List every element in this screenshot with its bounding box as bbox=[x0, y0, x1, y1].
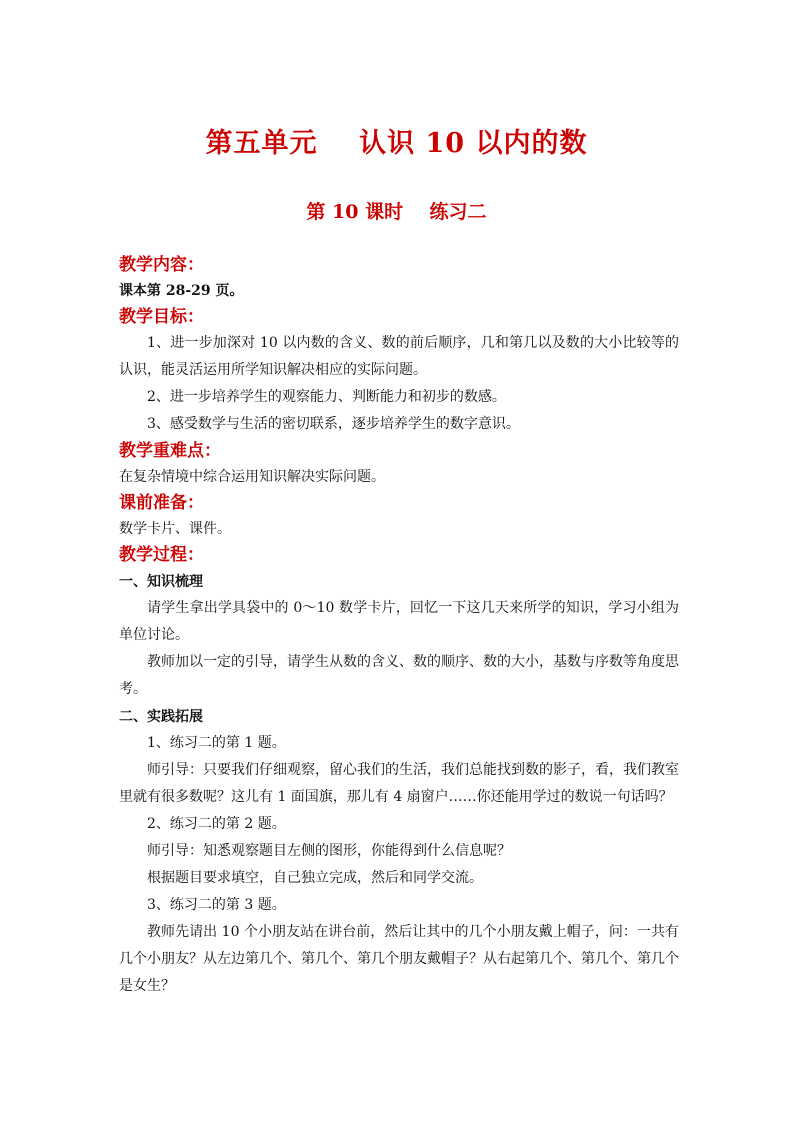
section-paragraph: 请学生拿出学具袋中的 0～10 数学卡片，回忆一下这几天来所学的知识，学习小组为单位讨论。 bbox=[119, 600, 679, 643]
section-paragraph: 2、练习二的第 2 题。 bbox=[147, 816, 286, 832]
content-heading: 教学内容： bbox=[119, 255, 204, 275]
content-text: 课本第 28-29 页。 bbox=[119, 283, 244, 299]
keypoints-text: 在复杂情境中综合运用知识解决实际问题。 bbox=[119, 469, 385, 485]
prep-text: 数学卡片、课件。 bbox=[119, 521, 231, 537]
section-paragraph: 1、练习二的第 1 题。 bbox=[147, 735, 286, 751]
keypoints-heading: 教学重难点： bbox=[119, 441, 221, 461]
goals-heading: 教学目标： bbox=[119, 307, 204, 327]
section-paragraph: 教师加以一定的引导，请学生从数的含义、数的顺序、数的大小，基数与序数等角度思考。 bbox=[119, 654, 679, 697]
section-paragraph: 根据题目要求填空，自己独立完成，然后和同学交流。 bbox=[147, 870, 483, 886]
section-paragraph: 师引导：知悉观察题目左侧的图形，你能得到什么信息呢？ bbox=[147, 843, 511, 859]
goal-item: 2、进一步培养学生的观察能力、判断能力和初步的数感。 bbox=[147, 389, 506, 405]
prep-heading: 课前准备： bbox=[119, 493, 204, 513]
goal-item: 1、进一步加深对 10 以内数的含义、数的前后顺序，几和第几以及数的大小比较等的认识，能灵活运用所学知识解决相应的实际问题。 bbox=[119, 335, 679, 378]
document-title: 第五单元 认识 10 以内的数 bbox=[205, 128, 588, 159]
section-paragraph: 师引导：只要我们仔细观察，留心我们的生活，我们总能找到数的影子，看，我们教室里就有很多数呢？这儿有 1 面国旗，那儿有 4 扇窗户……你还能用学过的数说一句话吗？ bbox=[119, 762, 679, 805]
section-paragraph: 3、练习二的第 3 题。 bbox=[147, 897, 286, 913]
process-heading: 教学过程： bbox=[119, 545, 204, 565]
section-paragraph: 教师先请出 10 个小朋友站在讲台前，然后让其中的几个小朋友戴上帽子，问：一共有几个小朋友？从左边第几个、第几个、第几个朋友戴帽子？从右起第几个、第几个、第几个是女生？ bbox=[119, 924, 679, 994]
section-title: 二、实践拓展 bbox=[119, 709, 203, 725]
lesson-subtitle: 第 10 课时 练习二 bbox=[306, 201, 487, 223]
section-title: 一、知识梳理 bbox=[119, 574, 203, 590]
goal-item: 3、感受数学与生活的密切联系，逐步培养学生的数字意识。 bbox=[147, 416, 520, 432]
document-body bbox=[119, 252, 679, 1000]
